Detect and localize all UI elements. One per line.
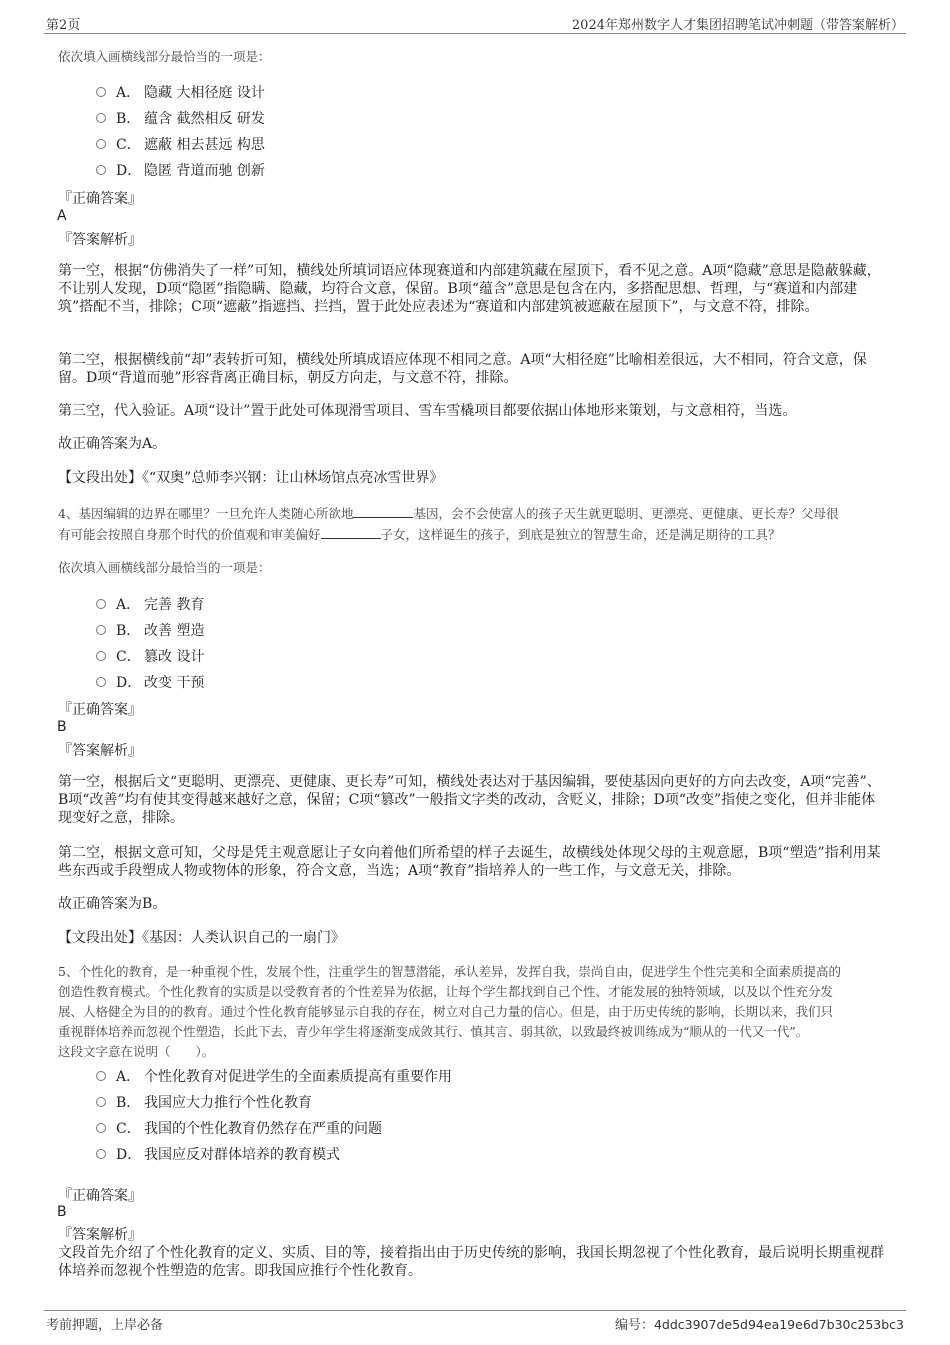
header-divider xyxy=(44,33,906,34)
option-letter: D． xyxy=(116,1147,142,1163)
radio-icon[interactable] xyxy=(96,165,106,175)
q4-option-b[interactable] xyxy=(96,620,204,640)
q4-answer: B xyxy=(57,719,67,735)
q4-analysis-heading: 『答案解析』 xyxy=(58,743,142,759)
q4-stem-part3: 有可能会按照自身那个时代的价值观和审美偏好 xyxy=(58,527,321,542)
q5-answer-heading: 『正确答案』 xyxy=(58,1188,142,1204)
q5-stem-line: 5、个性化的教育，是一种重视个性，发展个性，注重学生的智慧潜能，承认差异，发挥自我，崇尚自由，促进学生个性完美和全面素质提高的 xyxy=(58,964,841,979)
option-text: 我国的个性化教育仍然存在严重的问题 xyxy=(144,1121,382,1137)
radio-icon[interactable] xyxy=(96,625,106,635)
q3-option-a[interactable] xyxy=(96,82,265,102)
q3-analysis-paragraph-3: 第三空，代入验证。A项“设计”置于此处可体现滑雪项目、雪车雪橇项目都要依据山体地形来策划，与文意相符，当选。 xyxy=(58,403,797,419)
q4-stem-part2: 基因，会不会使富人的孩子天生就更聪明、更漂亮、更健康、更长寿？父母很 xyxy=(413,506,839,521)
radio-icon[interactable] xyxy=(96,677,106,687)
q5-stem-line: 创造性教育模式。个性化教育的实质是以受教育者的个性差异为依据，让每个学生都找到自己个性、才能发展的独特领域，以及以个性充分发 xyxy=(58,984,834,999)
option-letter: B． xyxy=(116,111,141,127)
footer-divider xyxy=(44,1310,906,1311)
option-letter: A． xyxy=(116,1069,141,1085)
option-letter: C． xyxy=(116,1121,141,1137)
radio-icon[interactable] xyxy=(96,1097,106,1107)
q4-conclusion: 故正确答案为B。 xyxy=(58,896,167,912)
radio-icon[interactable] xyxy=(96,1071,106,1081)
q4-stem xyxy=(58,503,908,545)
option-text: 改善 塑造 xyxy=(144,623,205,639)
radio-icon[interactable] xyxy=(96,139,106,149)
q5-option-c[interactable] xyxy=(96,1118,382,1138)
q4-analysis-paragraph-1: 第一空，根据后文“更聪明、更漂亮、更健康、更长寿”可知，横线处表达对于基因编辑，要使基因向更好的方向去改变，A项“完善”、B项“改善”均有使其变得越来越好之意，保留；C项“篡改”一般指文字类的改动，含贬义，排除；D项“改变”指使之变化，但并非能体现变好之意，排除。 xyxy=(58,774,881,826)
q5-option-b[interactable] xyxy=(96,1092,312,1112)
q5-stem-line: 重视群体培养而忽视个性塑造，长此下去，青少年学生将逐渐变成敛其行、慎其言、弱其欲，以致最终被训练成为“顺从的一代又一代”。 xyxy=(58,1024,809,1039)
q4-stem-part1: 4、基因编辑的边界在哪里？一旦允许人类随心所欲地 xyxy=(58,506,354,521)
option-text: 个性化教育对促进学生的全面素质提高有重要作用 xyxy=(144,1069,452,1085)
q3-analysis-heading: 『答案解析』 xyxy=(58,232,142,248)
q3-prompt: 依次填入画横线部分最恰当的一项是： xyxy=(58,49,271,64)
q4-option-c[interactable] xyxy=(96,646,204,666)
q5-stem-line: 展、人格健全为目的的教育。通过个性化教育能够显示自我的存在，树立对自己力量的信心。但是，由于历史传统的影响，长期以来，我们只 xyxy=(58,1004,834,1019)
option-letter: A． xyxy=(116,85,141,101)
option-text: 我国应大力推行个性化教育 xyxy=(144,1095,312,1111)
document-title: 2024年郑州数字人才集团招聘笔试冲刺题（带答案解析） xyxy=(571,18,904,33)
q4-option-a[interactable] xyxy=(96,594,204,614)
q3-source: 【文段出处】《“双奥”总师李兴钢：让山林场馆点亮冰雪世界》 xyxy=(58,470,444,486)
q5-answer: B xyxy=(57,1204,67,1220)
q3-option-d[interactable] xyxy=(96,160,265,180)
option-letter: B． xyxy=(116,623,141,639)
q4-answer-heading: 『正确答案』 xyxy=(58,702,142,718)
q3-answer-heading: 『正确答案』 xyxy=(58,191,142,207)
option-text: 蕴含 截然相反 研发 xyxy=(144,111,265,127)
q5-option-a[interactable] xyxy=(96,1066,452,1086)
q4-prompt: 依次填入画横线部分最恰当的一项是： xyxy=(58,560,271,575)
q5-stem-line: 这段文字意在说明（ ）。 xyxy=(58,1044,215,1059)
radio-icon[interactable] xyxy=(96,651,106,661)
footer-code-value: 4ddc3907de5d94ea19e6d7b30c253bc3 xyxy=(653,1317,904,1332)
option-letter: C． xyxy=(116,137,141,153)
option-text: 篡改 设计 xyxy=(144,649,205,665)
option-text: 完善 教育 xyxy=(144,597,205,613)
option-text: 隐藏 大相径庭 设计 xyxy=(144,85,265,101)
radio-icon[interactable] xyxy=(96,87,106,97)
option-text: 我国应反对群体培养的教育模式 xyxy=(144,1147,340,1163)
q5-analysis: 文段首先介绍了个性化教育的定义、实质、目的等，接着指出由于历史传统的影响，我国长期忽视了个性化教育，最后说明长期重视群体培养而忽视个性塑造的危害。即我国应推行个性化教育。 xyxy=(58,1245,884,1279)
footer-slogan: 考前押题，上岸必备 xyxy=(46,1318,164,1333)
footer-code xyxy=(615,1314,904,1333)
q3-option-c[interactable] xyxy=(96,134,265,154)
radio-icon[interactable] xyxy=(96,113,106,123)
q3-analysis-paragraph-1: 第一空，根据“仿佛消失了一样”可知，横线处所填词语应体现赛道和内部建筑藏在屋顶下，看不见之意。A项“隐藏”意思是隐蔽躲藏，不让别人发现，D项“隐匿”指隐瞒、隐藏，均符合文意，保留。B项“蕴含”意思是包含在内，多搭配思想、哲理，与“赛道和内部建筑”搭配不当，排除；C项“遮蔽”指遮挡、拦挡，置于此处应表述为“赛道和内部建筑被遮蔽在屋顶下”，与文意不符，排除。 xyxy=(58,263,881,315)
q4-analysis-paragraph-2: 第二空，根据文意可知，父母是凭主观意愿让子女向着他们所希望的样子去诞生，故横线处体现父母的主观意愿，B项“塑造”指利用某些东西或手段塑成人物或物体的形象，符合文意，当选；A项“教育”指培养人的一些工作，与文意无关，排除。 xyxy=(58,845,881,879)
option-letter: D． xyxy=(116,675,142,691)
q3-conclusion: 故正确答案为A。 xyxy=(58,436,167,452)
blank-line xyxy=(321,526,381,539)
q3-option-b[interactable] xyxy=(96,108,265,128)
radio-icon[interactable] xyxy=(96,599,106,609)
radio-icon[interactable] xyxy=(96,1123,106,1133)
q4-source: 【文段出处】《基因：人类认识自己的一扇门》 xyxy=(58,930,345,946)
radio-icon[interactable] xyxy=(96,1149,106,1159)
option-text: 遮蔽 相去甚远 构思 xyxy=(144,137,265,153)
q5-analysis-heading: 『答案解析』 xyxy=(58,1227,142,1243)
option-letter: D． xyxy=(116,163,142,179)
q4-option-d[interactable] xyxy=(96,672,204,692)
q5-stem xyxy=(58,962,908,1062)
q3-analysis-paragraph-2: 第二空，根据横线前“却”表转折可知，横线处所填成语应体现不相同之意。A项“大相径庭”比喻相差很远，大不相同，符合文意，保留。D项“背道而驰”形容背离正确目标，朝反方向走，与文意不符，排除。 xyxy=(58,352,867,386)
q4-stem-part4: 子女，这样诞生的孩子，到底是独立的智慧生命，还是满足期待的工具？ xyxy=(380,527,781,542)
option-letter: B． xyxy=(116,1095,141,1111)
q5-option-d[interactable] xyxy=(96,1144,340,1164)
option-text: 隐匿 背道而驰 创新 xyxy=(144,163,265,179)
blank-line xyxy=(353,505,413,518)
q3-answer: A xyxy=(57,208,67,224)
page-number: 第2页 xyxy=(46,18,81,33)
option-letter: C． xyxy=(116,649,141,665)
option-text: 改变 干预 xyxy=(144,675,205,691)
option-letter: A． xyxy=(116,597,141,613)
footer-code-label: 编号： xyxy=(614,1318,654,1333)
